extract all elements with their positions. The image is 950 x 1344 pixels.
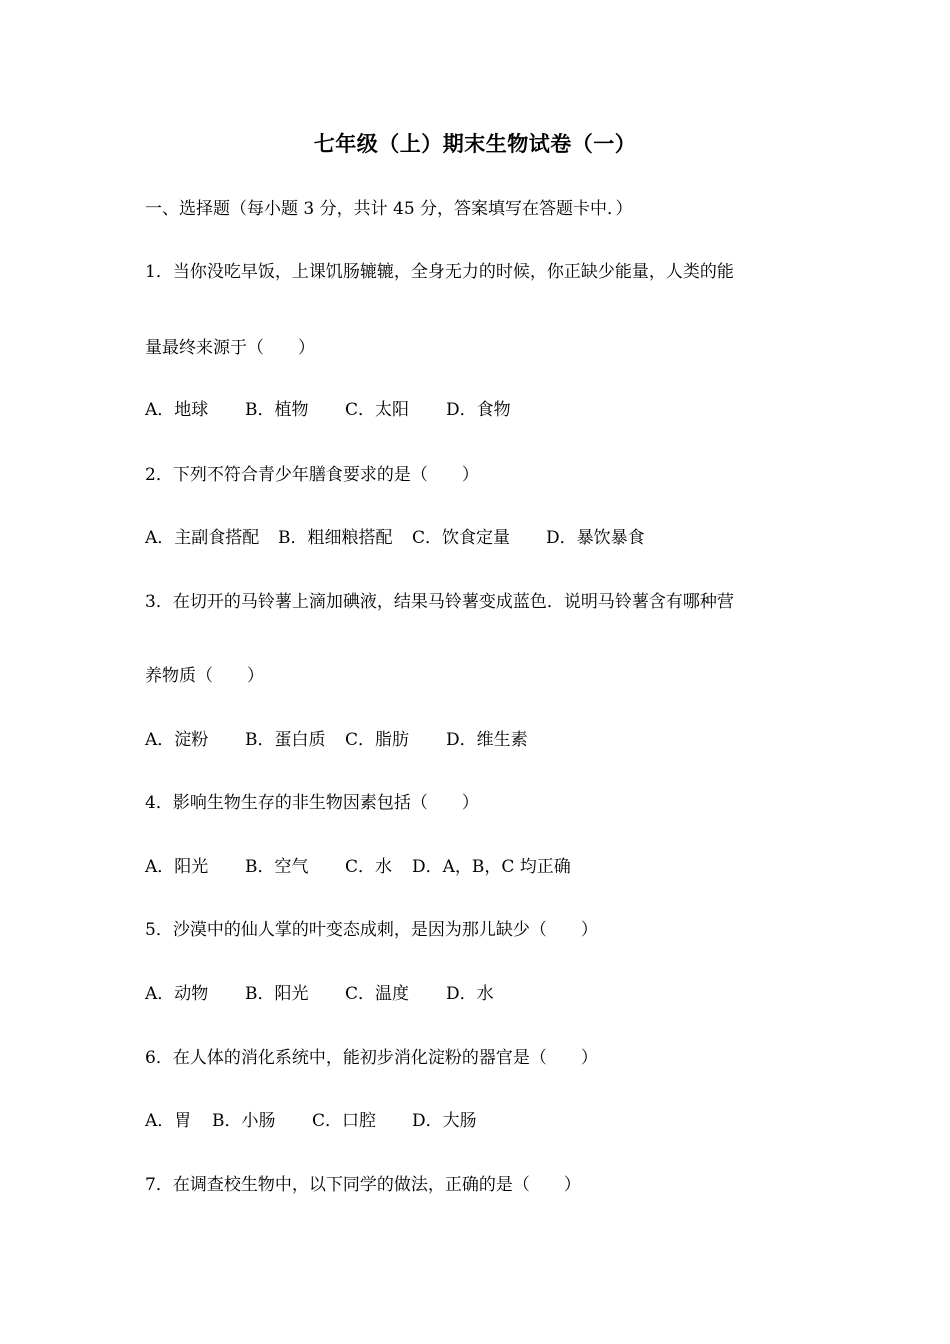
question-5-option-b: B．阳光 (245, 984, 309, 1004)
question-2-option-a: A．主副食搭配 (145, 528, 260, 548)
question-6-option-a: A．胃 (145, 1111, 192, 1131)
question-5-option-d: D．水 (446, 984, 494, 1004)
question-2-option-c: C．饮食定量 (412, 528, 511, 548)
question-6-line-1: 6．在人体的消化系统中，能初步消化淀粉的器官是（ ） (145, 1048, 598, 1068)
question-4-option-c: C．水 (345, 857, 393, 877)
question-1-option-a: A．地球 (145, 400, 209, 420)
question-1-line-2: 量最终来源于（ ） (145, 338, 315, 358)
question-4-option-a: A．阳光 (145, 857, 209, 877)
question-1-option-d: D．食物 (446, 400, 511, 420)
question-7-line-1: 7．在调查校生物中，以下同学的做法，正确的是（ ） (145, 1175, 581, 1195)
question-6-option-b: B．小肠 (212, 1111, 276, 1131)
question-1-option-b: B．植物 (245, 400, 309, 420)
question-6-option-d: D．大肠 (412, 1111, 477, 1131)
question-2-option-d: D．暴饮暴食 (546, 528, 645, 548)
question-3-line-2: 养物质（ ） (145, 666, 264, 686)
question-6-option-c: C．口腔 (312, 1111, 377, 1131)
question-3-line-1: 3．在切开的马铃薯上滴加碘液，结果马铃薯变成蓝色．说明马铃薯含有哪种营 (145, 592, 734, 612)
question-2-line-1: 2．下列不符合青少年膳食要求的是（ ） (145, 465, 479, 485)
question-5-line-1: 5．沙漠中的仙人掌的叶变态成刺，是因为那儿缺少（ ） (145, 920, 598, 940)
section-header: 一、选择题（每小题 3 分，共计 45 分，答案填写在答题卡中．） (145, 199, 633, 219)
question-3-option-d: D．维生素 (446, 730, 528, 750)
question-4-option-d: D．A，B，C 均正确 (412, 857, 571, 877)
question-5-option-a: A．动物 (145, 984, 209, 1004)
question-1-line-1: 1．当你没吃早饭，上课饥肠辘辘，全身无力的时候，你正缺少能量，人类的能 (145, 262, 734, 282)
question-2-option-b: B．粗细粮搭配 (278, 528, 393, 548)
question-3-option-a: A．淀粉 (145, 730, 209, 750)
question-3-option-c: C．脂肪 (345, 730, 410, 750)
question-1-option-c: C．太阳 (345, 400, 410, 420)
question-3-option-b: B．蛋白质 (245, 730, 326, 750)
page-title: 七年级（上）期末生物试卷（一） (313, 131, 637, 156)
question-4-line-1: 4．影响生物生存的非生物因素包括（ ） (145, 793, 479, 813)
question-5-option-c: C．温度 (345, 984, 410, 1004)
question-4-option-b: B．空气 (245, 857, 309, 877)
